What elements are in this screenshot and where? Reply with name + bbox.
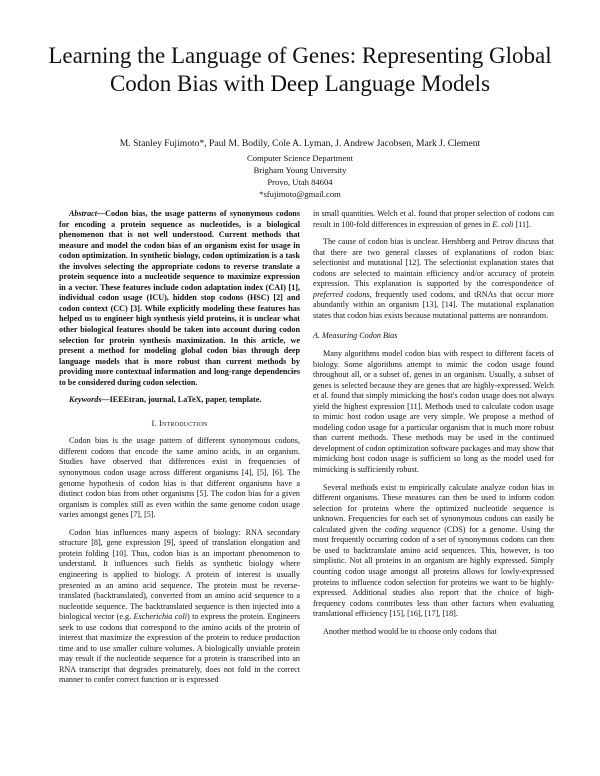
keywords-text: —IEEEtran, journal, LaTeX, paper, template.	[101, 395, 262, 405]
several-text-a: Several methods exist to empirically calculate analyze codon bias in different organisms. These measures can then be used to inform codon selection for proteins where the optimized nucleotide sequence is unknown. Frequencies for each set of synonymous codons can easily be calculated given the	[313, 482, 554, 534]
preferred-codons-term: preferred codons	[313, 289, 370, 299]
another-method-paragraph: Another method would be to choose only codons that	[323, 626, 497, 636]
continued-paragraph	[313, 209, 554, 230]
keywords	[59, 395, 300, 406]
affiliation-location: Provo, Utah 84604	[267, 177, 333, 187]
author-list: M. Stanley Fujimoto*, Paul M. Bodily, Cole A. Lyman, J. Andrew Jacobsen, Mark J. Clement	[119, 138, 481, 149]
intro-paragraph-2-text-a: Codon bias influences many aspects of biology: RNA secondary structure [8], gene expression [9], speed of translation elongation and protein folding [10]. Thus, codon bias is an important phenomenon to understand. It influences such fields as synthetic biology where engineering is applied to biology. A protein of interest is usually presented as an amino acid sequence. The protein must be reverse-translated (backtranslated), converted from an amino acid sequence to a nucleotide sequence. The backtranslated sequence is then injected into a biological vector (e.g.	[59, 527, 300, 622]
several-text-b: (CDS) for a genome. Using the most frequently occurring codon of a set of synonymous codons can then be used to backtranslate amino acid sequences. This, however, is too simplistic. Not all proteins in an organism are highly expressed. Simply counting codon usage amongst all proteins allows for lowly-expressed proteins to influence codon selection for proteins we want to be highly-expressed. Additional studies also report that the choice of high-frequency codons contributes less than other factors when evaluating translational efficiency [15], [16], [17], [18].	[313, 524, 555, 619]
several-methods-paragraph	[313, 483, 554, 620]
abstract-text: —Codon bias, the usage patterns of synonymous codons for encoding a protein sequence as nucleotides, is a biological phenomenon that is not well understood. Current methods that measure and model the codon bias of an organism exist for usage in codon optimization. In synthetic biology, codon optimization is a task the involves selecting the appropriate codons to reverse translate a protein sequence into a nucleotide sequence to maximize expression in a vector. These features include codon adaptation index (CAI) [1], individual codon usage (ICU), hidden stop codons (HSC) [2] and codon context (CC) [3]. While explicitly modeling these features has helped us to engineer high synthesis yield proteins, it is unclear what other biological features should be taken into account during codon selection for protein synthesis maximization. In this article, we present a method for modeling global codon bias through deep language models that is more robust than current methods by providing more contextual information and long-range dependencies to be considered during codon selection.	[59, 209, 300, 387]
left-column	[59, 209, 300, 693]
right-column	[313, 209, 554, 644]
cause-text-b: , frequently used codons, and tRNAs that occur more abundantly within an organism [13], [14]. The mutational explanation states that codon bias exists because mutational patterns are nonrandom.	[313, 289, 555, 320]
coding-sequence-term: coding sequence	[384, 524, 441, 534]
keywords-label: Keywords	[69, 395, 102, 405]
ecoli-term: Escherichia coli	[133, 612, 187, 622]
subsection-heading-measuring: A. Measuring Codon Bias	[313, 331, 398, 341]
affiliation-block	[100, 152, 500, 200]
cause-paragraph	[313, 237, 554, 321]
affiliation-department: Computer Science Department	[247, 153, 353, 163]
continued-text-b: [11].	[513, 219, 531, 229]
cause-text-a: The cause of codon bias is unclear. Hershberg and Petrov discuss that that there are two general classes of explanations of codon bias: selectionist and mutational [12]. The selectionist explanation states that codons are selected to maintain efficiency and/or accuracy of protein expression. This explanation is supported by the correspondence of	[313, 237, 554, 289]
intro-paragraph-2-text-b: ) to express the protein. Engineers seek to use codons that correspond to the amino acids of the protein of interest that maximize the expression of the protein to reduce production time and to use smaller culture volumes. A biologically unviable protein may result if the nucleotide sequence for a protein is transcribed into an RNA transcript that degrades prematurely, does not fold in the correct manner to confer correct function or is expressed	[59, 612, 301, 685]
many-algorithms-paragraph: Many algorithms model codon bias with respect to different facets of biology. Some algorithms attempt to mimic the codon usage found throughout all, or a subset of, genes in an organism. Usually, a subset of genes is selected because they are genes that are highly-expressed. Welch et al. found that simply mimicking the host's codon usage does not always yield the highest expression [11]. Methods used to calculate codon usage to mimic host codon usage are very simple. We propose a method of modeling codon usage for a particular organism that is much more robust than current methods. These methods may be used in the continued development of codon optimization software packages and may show that mimicking host codon usage is sufficient so long as the model used for mimicking is sufficiently robust.	[313, 349, 554, 475]
continued-text-a: in small quantities. Welch et al. found that proper selection of codons can result in 100-fold differences in expression of genes in	[313, 209, 554, 229]
affiliation-university: Brigham Young University	[253, 165, 347, 175]
abstract	[59, 209, 300, 388]
intro-paragraph-1: Codon bias is the usage pattern of different synonymous codons, different codons that encode the same amino acids, in an organism. Studies have observed that differences exist in frequencies of synonymous codon usage across different organisms [4], [5], [6]. The genome hypothesis of codon bias is that different organisms have a distinct codon bias from other organisms [5]. The codon bias for a given organism is complex still as even within the same genome codon usage varies amongst genes [7], [5].	[59, 436, 300, 520]
section-heading-introduction: I. Introduction	[151, 418, 208, 428]
intro-paragraph-2	[59, 528, 300, 686]
paper-title: Learning the Language of Genes: Representing Global Codon Bias with Deep Language Models	[48, 43, 552, 96]
affiliation-email: *sfujimoto@gmail.com	[259, 189, 341, 199]
abstract-label: Abstract	[69, 209, 97, 218]
ecoli-short-term: E. coli	[492, 219, 514, 229]
